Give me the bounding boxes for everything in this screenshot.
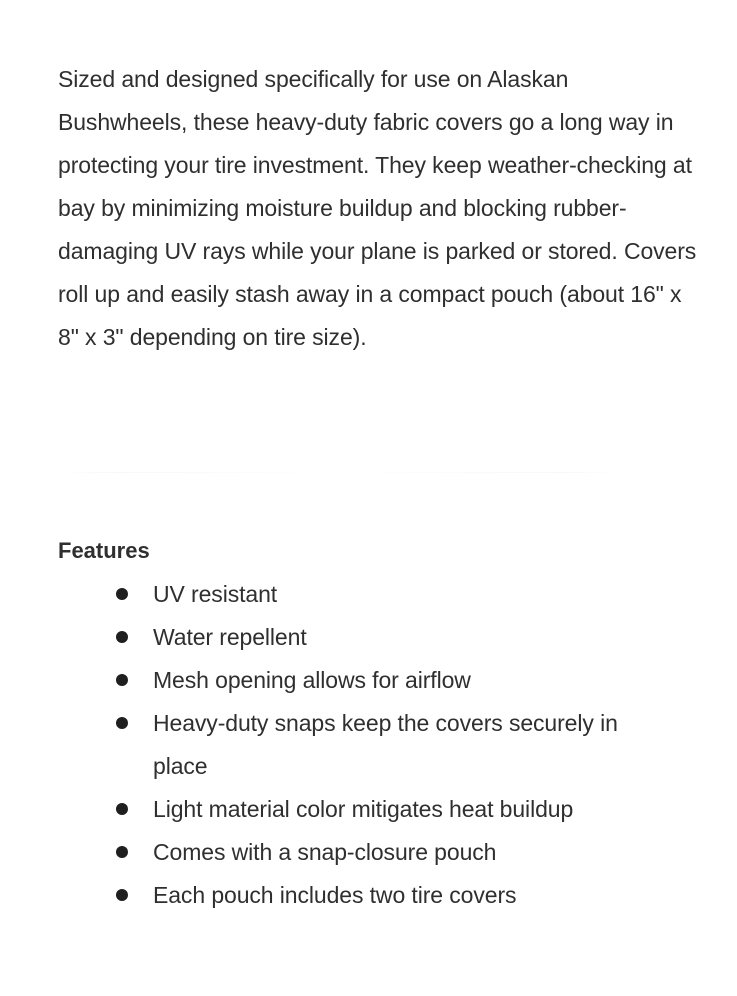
feature-item bbox=[153, 831, 673, 874]
features-list bbox=[153, 573, 673, 917]
bullet-icon bbox=[116, 588, 128, 600]
product-description: Sized and designed specifically for use on Alaskan Bushwheels, these heavy-duty fabric covers go a long way in protecting your tire investment. They keep weather-checking at bay by minimizing moisture buildup and blocking rubber-damaging UV rays while your plane is parked or stored. Covers roll up and easily stash away in a compact pouch (about 16" x 8" x 3" depending on tire size). bbox=[58, 66, 697, 350]
feature-item-text: Mesh opening allows for airflow bbox=[153, 667, 471, 693]
feature-item bbox=[153, 702, 673, 788]
bullet-icon bbox=[116, 889, 128, 901]
feature-item bbox=[153, 874, 673, 917]
feature-item bbox=[153, 616, 673, 659]
feature-item-text: Light material color mitigates heat buildup bbox=[153, 796, 574, 822]
feature-item-text: UV resistant bbox=[153, 581, 278, 607]
bullet-icon bbox=[116, 803, 128, 815]
feature-item bbox=[153, 788, 673, 831]
section-divider bbox=[58, 472, 618, 473]
bullet-icon bbox=[116, 674, 128, 686]
bullet-icon bbox=[116, 631, 128, 643]
feature-item-text: Comes with a snap-closure pouch bbox=[153, 839, 497, 865]
bullet-icon bbox=[116, 846, 128, 858]
feature-item bbox=[153, 659, 673, 702]
feature-item-text: Water repellent bbox=[153, 624, 307, 650]
feature-item-text: Heavy-duty snaps keep the covers securely in place bbox=[153, 710, 618, 779]
feature-item-text: Each pouch includes two tire covers bbox=[153, 882, 517, 908]
feature-item bbox=[153, 573, 673, 616]
bullet-icon bbox=[116, 717, 128, 729]
features-heading: Features bbox=[58, 538, 150, 563]
